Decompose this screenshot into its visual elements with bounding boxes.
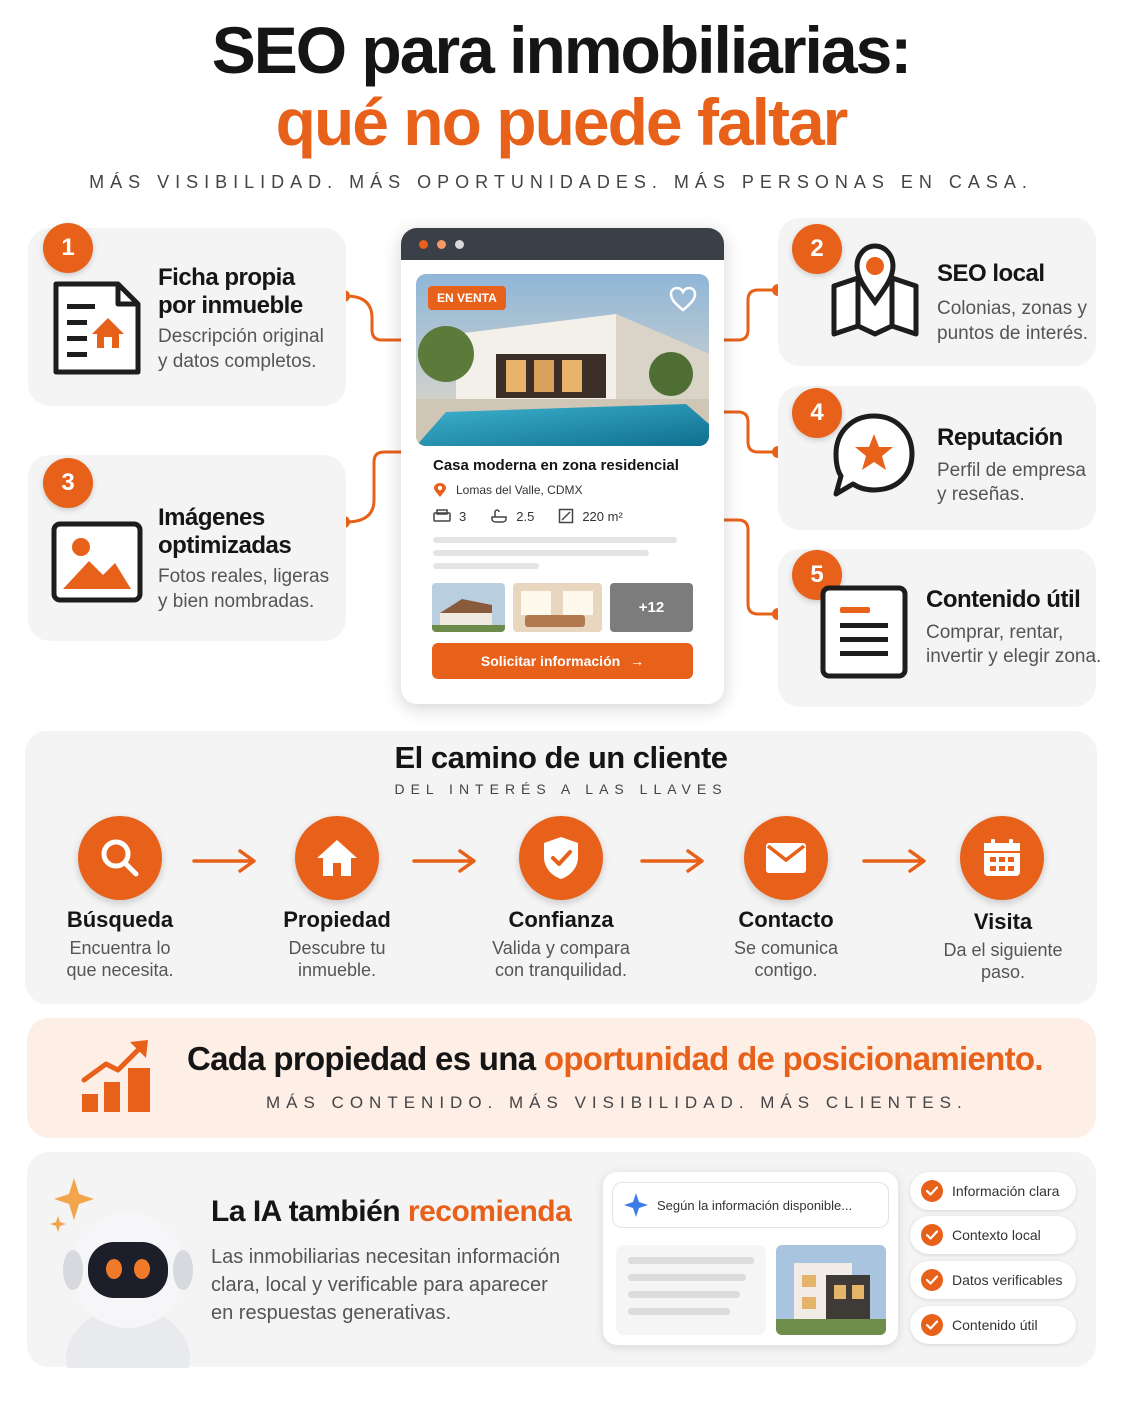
- arrow-right-icon: →: [630, 653, 645, 669]
- thumbnail[interactable]: [513, 583, 602, 632]
- ai-answer-photo: [776, 1245, 886, 1335]
- feature-description: y datos completos.: [158, 351, 317, 372]
- more-photos-thumbnail[interactable]: [610, 583, 693, 632]
- feature-number: 1: [43, 223, 93, 273]
- area-value: 220 m²: [582, 508, 623, 524]
- more-photos-count: +12: [638, 599, 665, 616]
- listing-location: Lomas del Valle, CDMX: [456, 483, 583, 497]
- journey-subtitle: DEL INTERÉS A LAS LLAVES: [394, 781, 728, 797]
- feature-description: puntos de interés.: [937, 323, 1089, 344]
- ai-answer-card: [603, 1172, 898, 1345]
- feature-description: Fotos reales, ligeras: [158, 566, 330, 587]
- heart-icon[interactable]: [669, 286, 697, 317]
- map-pin-icon: [830, 236, 920, 345]
- check-item: [910, 1306, 1076, 1344]
- feature-description: y reseñas.: [937, 484, 1025, 505]
- location-pin-icon: [433, 482, 447, 498]
- baths-value: 2.5: [516, 508, 535, 524]
- feature-number: 2: [792, 224, 842, 274]
- check-icon: [921, 1314, 943, 1336]
- feature-description: Descripción original: [158, 326, 324, 347]
- feature-title: por inmueble: [158, 292, 303, 319]
- skeleton-line: [433, 537, 677, 543]
- feature-description: Comprar, rentar,: [926, 622, 1064, 643]
- shield-check-icon: [519, 816, 603, 900]
- step-description: con tranquilidad.: [494, 960, 628, 980]
- feature-number: 4: [792, 388, 842, 438]
- banner-text: Cada propiedad es una: [187, 1040, 544, 1077]
- page-subtitle: MÁS VISIBILIDAD. MÁS OPORTUNIDADES. MÁS PERSONAS EN CASA.: [89, 172, 1033, 192]
- arrow-right-icon: [640, 848, 706, 874]
- check-label: Datos verificables: [952, 1272, 1063, 1288]
- check-icon: [921, 1269, 943, 1291]
- banner-subtitle: MÁS CONTENIDO. MÁS VISIBILIDAD. MÁS CLIENTES.: [266, 1093, 968, 1112]
- sale-badge: EN VENTA: [428, 286, 506, 310]
- ai-title-text: La IA también: [211, 1195, 408, 1228]
- arrow-right-icon: [192, 848, 258, 874]
- step-description: que necesita.: [66, 960, 174, 980]
- banner-headline: [187, 1040, 1043, 1078]
- feature-description: invertir y elegir zona.: [926, 646, 1102, 667]
- ai-query-box[interactable]: [612, 1182, 889, 1228]
- check-label: Contenido útil: [952, 1317, 1038, 1333]
- growth-chart-icon: [80, 1036, 154, 1119]
- journey-title: El camino de un cliente: [394, 740, 728, 775]
- step-description: paso.: [980, 962, 1026, 982]
- listing-mockup: [401, 228, 724, 704]
- skeleton-line: [433, 563, 539, 569]
- search-icon: [78, 816, 162, 900]
- feature-title: optimizadas: [158, 532, 292, 559]
- ai-title: [211, 1195, 571, 1229]
- area-icon: [558, 508, 574, 524]
- feature-title: SEO local: [937, 260, 1045, 287]
- document-house-icon: [50, 280, 142, 383]
- sparkle-icon: [623, 1192, 649, 1218]
- step-title: Visita: [973, 909, 1033, 934]
- text-document-icon: [820, 585, 908, 684]
- check-icon: [921, 1180, 943, 1202]
- calendar-icon: [960, 816, 1044, 900]
- request-info-label: Solicitar información: [480, 653, 621, 669]
- feature-description: Colonias, zonas y: [937, 298, 1087, 319]
- step-description: inmueble.: [297, 960, 377, 980]
- feature-title: Reputación: [937, 424, 1063, 451]
- envelope-icon: [744, 816, 828, 900]
- skeleton-line: [433, 550, 649, 556]
- ai-description: clara, local y verificable para aparecer: [211, 1274, 548, 1296]
- arrow-right-icon: [412, 848, 478, 874]
- feature-title: Ficha propia: [158, 264, 295, 291]
- image-icon: [51, 521, 143, 608]
- page-title: SEO para inmobiliarias:: [211, 13, 911, 87]
- step-title: Propiedad: [283, 907, 391, 932]
- check-label: Contexto local: [952, 1227, 1041, 1243]
- browser-bar: [401, 228, 724, 260]
- listing-title: Casa moderna en zona residencial: [433, 457, 679, 474]
- feature-title: Contenido útil: [926, 586, 1081, 613]
- star-chat-icon: [828, 410, 920, 505]
- step-title: Confianza: [508, 907, 614, 932]
- ai-query-text: Según la información disponible...: [657, 1197, 853, 1213]
- thumbnail[interactable]: [432, 583, 505, 632]
- feature-number: 5: [792, 550, 842, 600]
- page-title-accent: qué no puede faltar: [275, 85, 847, 159]
- check-item: [910, 1172, 1076, 1210]
- step-description: Valida y compara: [492, 938, 630, 958]
- feature-title: Imágenes: [158, 504, 265, 531]
- feature-description: y bien nombradas.: [158, 591, 315, 612]
- listing-photo: [416, 274, 709, 446]
- arrow-right-icon: [862, 848, 928, 874]
- step-title: Contacto: [738, 907, 834, 932]
- listing-specs: [433, 508, 623, 524]
- check-label: Información clara: [952, 1183, 1060, 1199]
- check-item: [910, 1216, 1076, 1254]
- ai-description: en respuestas generativas.: [211, 1302, 452, 1324]
- opportunity-banner: [27, 1018, 1096, 1138]
- check-item: [910, 1261, 1076, 1299]
- ai-answer-text-block: [616, 1245, 766, 1335]
- step-description: contigo.: [754, 960, 818, 980]
- ai-title-accent: recomienda: [407, 1195, 572, 1228]
- feature-description: Perfil de empresa: [937, 460, 1086, 481]
- step-title: Búsqueda: [66, 907, 174, 932]
- step-description: Da el siguiente: [943, 940, 1063, 960]
- robot-icon: [48, 1172, 198, 1373]
- banner-text-accent: oportunidad de posicionamiento.: [543, 1040, 1043, 1077]
- bath-icon: [490, 509, 508, 523]
- ai-description: Las inmobiliarias necesitan información: [211, 1246, 561, 1268]
- step-description: Descubre tu: [288, 938, 386, 958]
- check-icon: [921, 1224, 943, 1246]
- bed-icon: [433, 509, 451, 523]
- step-description: Encuentra lo: [69, 938, 171, 958]
- beds-value: 3: [459, 508, 467, 524]
- step-description: Se comunica: [733, 938, 839, 958]
- house-icon: [295, 816, 379, 900]
- listing-location-row: [433, 482, 583, 498]
- feature-number: 3: [43, 458, 93, 508]
- request-info-button[interactable]: [432, 643, 693, 679]
